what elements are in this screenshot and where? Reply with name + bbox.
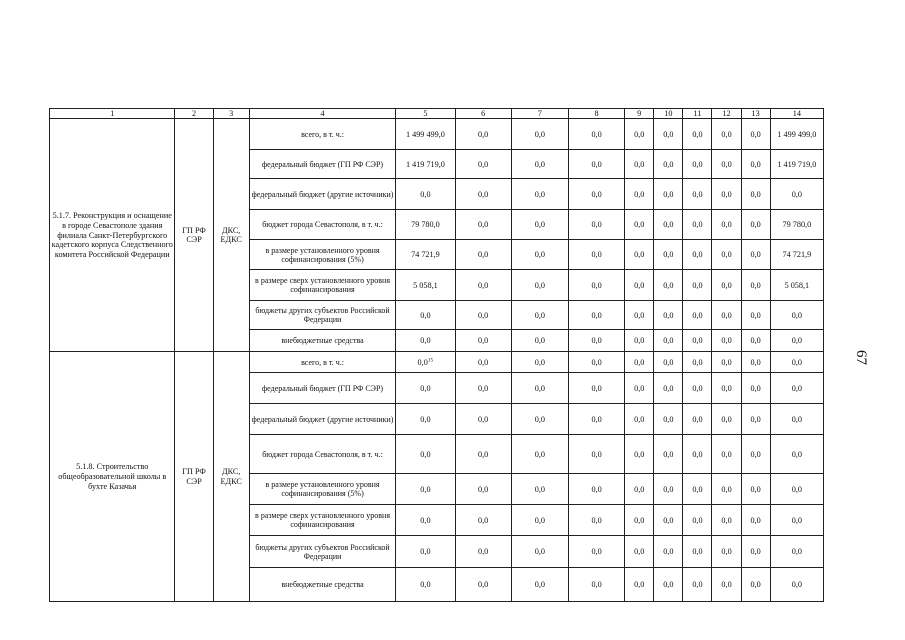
value-cell: 0,0 [455, 119, 511, 150]
value-cell: 0,0 [683, 270, 712, 301]
value-cell: 0,0 [741, 474, 770, 505]
value-cell: 0,0 [511, 373, 568, 404]
value-cell: 0,0 [511, 179, 568, 210]
value-cell: 0,0 [712, 240, 741, 270]
value-cell: 0,0 [683, 179, 712, 210]
value-cell: 0,0 [770, 568, 823, 602]
value-cell: 0,0 [511, 330, 568, 352]
header-cell: 13 [741, 109, 770, 119]
measure-name: 5.1.7. Реконструкция и оснащение в городе Севастополе здания филиала Санкт-Петербургского кадетского корпуса Следственного комитета Российской Федерации [50, 119, 175, 352]
value-cell: 0,0 [683, 505, 712, 536]
funding-source-label: всего, в т. ч.: [249, 119, 396, 150]
value-cell: 79 780,0 [396, 210, 455, 240]
value-cell: 0,0 [683, 435, 712, 474]
value-cell: 0,0 [511, 150, 568, 179]
header-cell: 1 [50, 109, 175, 119]
funding-source-label: бюджеты других субъектов Российской Федерации [249, 536, 396, 568]
budget-table [49, 108, 824, 602]
value-cell: 0,0 [683, 536, 712, 568]
value-cell: 0,0 [770, 330, 823, 352]
value-cell: 79 780,0 [770, 210, 823, 240]
funding-source-label: федеральный бюджет (другие источники) [249, 179, 396, 210]
value-cell: 0,0 [568, 373, 624, 404]
funding-source-label: федеральный бюджет (ГП РФ СЭР) [249, 373, 396, 404]
value-cell: 0,0 [511, 404, 568, 435]
executor-code: ДКС, ЕДКС [213, 119, 249, 352]
value-cell: 0,0 [625, 179, 654, 210]
program-code: ГП РФ СЭР [175, 119, 213, 352]
value-cell: 0,0 [568, 179, 624, 210]
header-cell: 6 [455, 109, 511, 119]
value-cell: 0,0 [654, 404, 683, 435]
value-cell: 0,0 [741, 435, 770, 474]
value-cell: 0,0 [712, 330, 741, 352]
value-cell: 0,0 [396, 373, 455, 404]
value-cell: 0,0 [741, 330, 770, 352]
value-cell: 0,0 [568, 150, 624, 179]
value-cell: 0,0 [568, 330, 624, 352]
value-cell: 0,0 [654, 301, 683, 330]
value-cell: 0,0 [741, 505, 770, 536]
value-cell: 0,0 [396, 301, 455, 330]
measure-name: 5.1.8. Строительство общеобразовательной школы в бухте Казачья [50, 352, 175, 602]
value-cell: 0,0 [568, 474, 624, 505]
header-cell: 12 [712, 109, 741, 119]
funding-source-label: внебюджетные средства [249, 330, 396, 352]
value-cell: 0,0 [625, 568, 654, 602]
value-cell: 0,0 [625, 150, 654, 179]
value-cell: 0,0 [654, 352, 683, 373]
footnote-marker: 15 [427, 356, 434, 363]
value-cell: 0,0 [511, 352, 568, 373]
value-cell: 0,0 [712, 301, 741, 330]
value-cell: 0,0 [455, 330, 511, 352]
value-cell: 0,0 [511, 270, 568, 301]
value-cell: 0,0 [625, 536, 654, 568]
value-cell: 0,0 [712, 210, 741, 240]
funding-source-label: федеральный бюджет (ГП РФ СЭР) [249, 150, 396, 179]
value-cell: 0,0 [455, 210, 511, 240]
value-cell: 0,0 [396, 536, 455, 568]
value-cell: 0,0 [654, 330, 683, 352]
value-cell: 0,0 [712, 568, 741, 602]
value-cell: 0,0 [396, 404, 455, 435]
value-cell: 0,0 [625, 270, 654, 301]
value-cell: 0,0 [654, 536, 683, 568]
value-cell: 0,0 [770, 179, 823, 210]
value-cell: 0,0 [654, 505, 683, 536]
value-cell: 0,0 [654, 474, 683, 505]
value-cell: 0,0 [455, 373, 511, 404]
value-cell: 0,0 [654, 270, 683, 301]
value-cell: 0,0 [511, 536, 568, 568]
value-cell: 0,0 [712, 270, 741, 301]
value-cell: 0,0 [683, 568, 712, 602]
value-cell: 0,0 [625, 352, 654, 373]
value-cell: 0,0 [511, 210, 568, 240]
value-cell: 0,0 [683, 474, 712, 505]
value-cell: 0,0 [568, 404, 624, 435]
value-cell: 0,0 [625, 119, 654, 150]
value-cell: 0,0 [396, 474, 455, 505]
value-cell: 0,0 [568, 210, 624, 240]
value-cell: 0,0 [455, 352, 511, 373]
value-cell: 0,0 [683, 330, 712, 352]
value-cell: 0,0 [770, 301, 823, 330]
value-cell: 0,0 [683, 119, 712, 150]
value-cell: 0,0 [712, 505, 741, 536]
value-cell: 0,0 [511, 505, 568, 536]
funding-source-label: федеральный бюджет (другие источники) [249, 404, 396, 435]
value-cell: 0,0 [741, 568, 770, 602]
funding-source-label: в размере установленного уровня софинансирования (5%) [249, 474, 396, 505]
funding-source-label: бюджет города Севастополя, в т. ч.: [249, 435, 396, 474]
table-row [50, 119, 824, 150]
value-cell: 0,0 [511, 435, 568, 474]
value-cell: 0,0 [568, 505, 624, 536]
value-cell: 0,0 [654, 150, 683, 179]
value-cell: 0,0 [455, 505, 511, 536]
value-cell: 0,0 [568, 301, 624, 330]
value-cell: 0,0 [625, 404, 654, 435]
value-cell: 0,0 [712, 474, 741, 505]
funding-source-label: в размере установленного уровня софинансирования (5%) [249, 240, 396, 270]
value-cell: 0,0 [741, 179, 770, 210]
value-cell: 0,0 [455, 240, 511, 270]
value-cell: 5 058,1 [770, 270, 823, 301]
value-cell: 0,0 [741, 536, 770, 568]
funding-source-label: внебюджетные средства [249, 568, 396, 602]
value-cell: 0,0 [625, 240, 654, 270]
value-cell: 0,0 [511, 474, 568, 505]
value-cell: 0,0 [712, 536, 741, 568]
funding-source-label: бюджеты других субъектов Российской Федерации [249, 301, 396, 330]
table-row [50, 352, 824, 373]
value-cell: 0,0 [741, 240, 770, 270]
value-cell: 0,0 [568, 536, 624, 568]
value-cell: 0,0 [568, 119, 624, 150]
value-cell: 0,0 [625, 435, 654, 474]
value-cell: 0,0 [770, 474, 823, 505]
header-cell: 4 [249, 109, 396, 119]
value-cell: 0,0 [455, 179, 511, 210]
value-cell: 0,0 [625, 505, 654, 536]
value-cell: 0,0 [568, 568, 624, 602]
value-cell: 0,0 [654, 119, 683, 150]
header-cell: 9 [625, 109, 654, 119]
value-cell: 0,0 [625, 330, 654, 352]
value-cell: 0,0 [396, 505, 455, 536]
value-cell: 1 499 499,0 [770, 119, 823, 150]
value-cell: 0,0 [712, 119, 741, 150]
value-cell: 0,0 [654, 210, 683, 240]
value-cell: 0,0 [741, 404, 770, 435]
funding-source-label: бюджет города Севастополя, в т. ч.: [249, 210, 396, 240]
value-cell: 0,0 [654, 568, 683, 602]
value-cell: 0,0 [712, 373, 741, 404]
header-cell: 11 [683, 109, 712, 119]
value-cell: 0,0 [455, 474, 511, 505]
value-cell: 0,0 [455, 568, 511, 602]
value-cell: 0,0 [712, 352, 741, 373]
header-cell: 14 [770, 109, 823, 119]
value-cell: 0,0 [770, 536, 823, 568]
value-cell: 0,0 [455, 301, 511, 330]
value-cell: 0,0 [741, 270, 770, 301]
value-cell: 0,0 [654, 435, 683, 474]
header-cell: 10 [654, 109, 683, 119]
value-cell: 0,0 [683, 210, 712, 240]
value-cell: 0,0 [654, 373, 683, 404]
value-cell: 0,0 [770, 435, 823, 474]
value-cell: 0,0 [568, 270, 624, 301]
value-cell: 0,0 [712, 150, 741, 179]
value-cell: 74 721,9 [396, 240, 455, 270]
funding-source-label: всего, в т. ч.: [249, 352, 396, 373]
value-cell: 1 419 719,0 [396, 150, 455, 179]
value-cell: 0,0 [511, 240, 568, 270]
value-cell: 0,0 [683, 150, 712, 179]
page-number: 67 [853, 350, 869, 365]
executor-code: ДКС, ЕДКС [213, 352, 249, 602]
value-cell: 74 721,9 [770, 240, 823, 270]
value-cell: 0,0 [683, 404, 712, 435]
value-cell: 0,0 [712, 179, 741, 210]
header-cell: 2 [175, 109, 213, 119]
value-cell: 0,0 [741, 150, 770, 179]
value-cell: 0,0 [741, 352, 770, 373]
value-cell: 0,0 [770, 404, 823, 435]
funding-source-label: в размере сверх установленного уровня софинансирования [249, 505, 396, 536]
value-cell: 5 058,1 [396, 270, 455, 301]
program-code: ГП РФ СЭР [175, 352, 213, 602]
value-cell: 0,0 [455, 270, 511, 301]
value-cell: $0,0^{15}$ [396, 352, 455, 373]
value-cell: 0,0 [568, 240, 624, 270]
value-cell: 0,0 [455, 536, 511, 568]
header-cell: 3 [213, 109, 249, 119]
value-cell: 0,0 [741, 210, 770, 240]
value-cell: 0,0 [625, 474, 654, 505]
value-cell: 0,0 [741, 119, 770, 150]
header-cell: 8 [568, 109, 624, 119]
value-cell: 0,0 [683, 301, 712, 330]
value-cell: 0,0 [683, 352, 712, 373]
funding-source-label: в размере сверх установленного уровня софинансирования [249, 270, 396, 301]
value-cell: 0,0 [741, 301, 770, 330]
value-cell: 0,0 [455, 150, 511, 179]
value-cell: 0,0 [712, 435, 741, 474]
value-cell: 0,0 [396, 179, 455, 210]
header-cell: 7 [511, 109, 568, 119]
value-cell: 0,0 [455, 404, 511, 435]
value-cell: 0,0 [770, 505, 823, 536]
value-cell: 0,0 [712, 404, 741, 435]
value-cell: 0,0 [396, 435, 455, 474]
header-row [50, 109, 824, 119]
value-cell: 0,0 [396, 330, 455, 352]
value-cell: 0,0 [741, 373, 770, 404]
value-cell: 0,0 [511, 119, 568, 150]
value-cell: 0,0 [511, 301, 568, 330]
value-cell: 0,0 [511, 568, 568, 602]
value-cell: 1 419 719,0 [770, 150, 823, 179]
value-cell: 0,0 [568, 435, 624, 474]
value-cell: 0,0 [396, 568, 455, 602]
value-cell: 0,0 [625, 301, 654, 330]
value-cell: 0,0 [625, 210, 654, 240]
value-cell: 0,0 [683, 240, 712, 270]
value-cell: 0,0 [770, 352, 823, 373]
value-cell: 0,0 [654, 240, 683, 270]
value-cell: 0,0 [568, 352, 624, 373]
value-cell: 0,0 [625, 373, 654, 404]
header-cell: 5 [396, 109, 455, 119]
value-cell: 1 499 499,0 [396, 119, 455, 150]
value-cell: 0,0 [455, 435, 511, 474]
value-cell: 0,0 [683, 373, 712, 404]
value-cell: 0,0 [770, 373, 823, 404]
value-cell: 0,0 [654, 179, 683, 210]
